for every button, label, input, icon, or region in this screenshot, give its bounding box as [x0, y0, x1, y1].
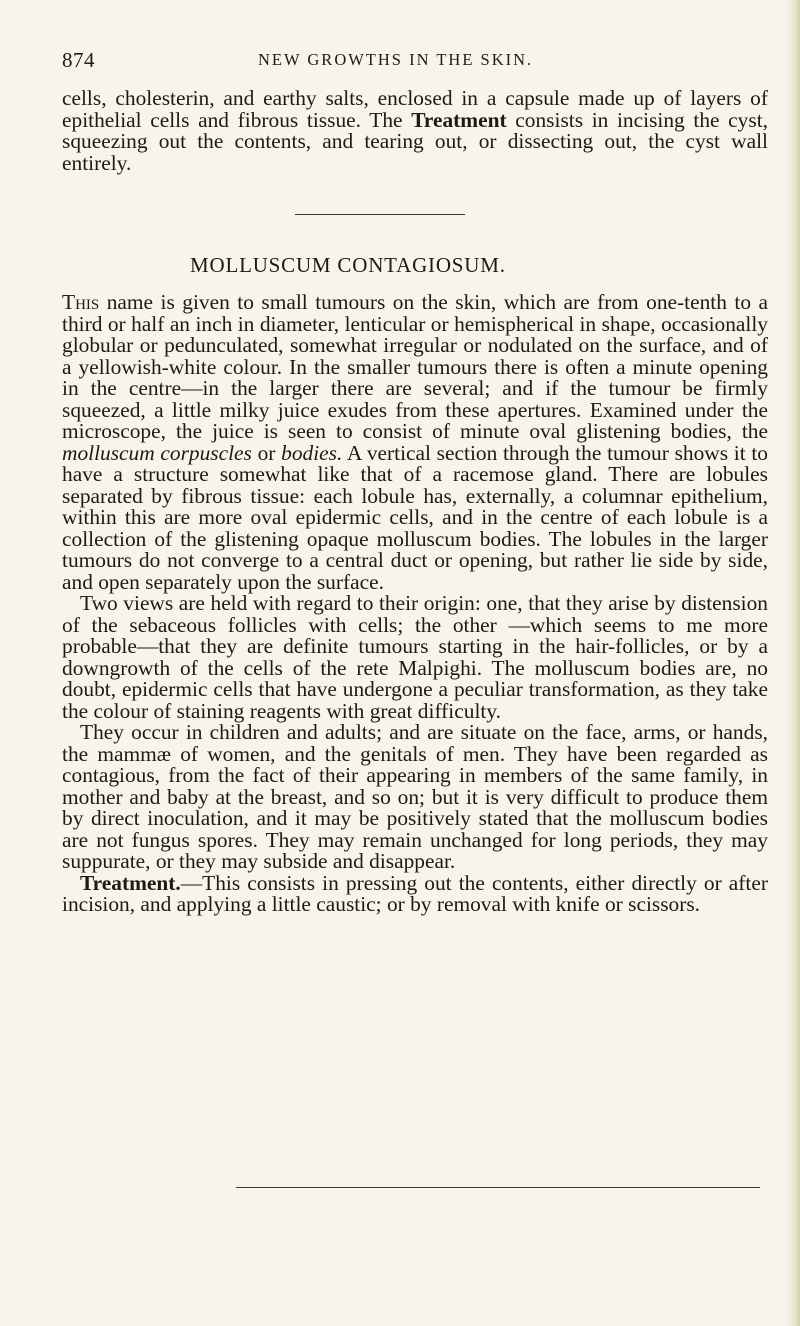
term-molluscum-corpuscles: molluscum corpuscles	[62, 440, 252, 465]
paragraph-treatment	[62, 870, 768, 916]
paragraph-description	[62, 292, 768, 593]
intro-paragraph-block	[62, 88, 768, 174]
page-edge-shadow	[786, 0, 800, 1326]
section-title: MOLLUSCUM CONTAGIOSUM.	[190, 253, 506, 277]
paragraph-1-connector: or	[251, 440, 282, 465]
paragraph-1-text-b: A vertical section through the tumour shows it to have a structure somewhat like that of a racemose gland. There are lobules separated by fibrous tissue: each lobule has, externally, a columnar epithelium, within this are more oval epidermic cells, and in the centre of each lobule is a collection of the glistening opaque molluscum bodies. The lobules in the larger tumours do not converge to a central duct or opening, but rather lie side by side, and open separately upon the surface.	[62, 440, 769, 594]
running-head: NEW GROWTHS IN THE SKIN.	[258, 50, 534, 69]
section-divider	[295, 214, 465, 215]
page-header	[62, 48, 762, 76]
intro-paragraph	[62, 88, 768, 174]
bottom-rule	[236, 1187, 760, 1188]
intro-text-start: cells, cholesterin, and earthy salts, enclosed in a capsule made up of layers of epithelial cells and fibrous tissue. The	[62, 86, 768, 132]
treatment-heading: Treatment.	[80, 870, 181, 895]
intro-text-end: consists in incising the cyst, squeezing out the contents, and tearing out, or dissecting out, the cyst wall entirely.	[62, 107, 768, 175]
paragraph-lead-word: This	[62, 290, 100, 314]
section-body	[62, 292, 768, 916]
treatment-text: —This consists in pressing out the contents, either directly or after incision, and applying a little caustic; or by removal with knife or scissors.	[62, 870, 768, 916]
page-number: 874	[62, 48, 95, 72]
paragraph-occurrence: They occur in children and adults; and are situate on the face, arms, or hands, the mammæ of women, and the genitals of men. They have been regarded as contagious, from the fact of their appearing in members of the same family, in mother and baby at the breast, and so on; but it is very difficult to produce them by direct inoculation, and it may be positively stated that the molluscum bodies are not fungus spores. They may remain unchanged for long periods, they may suppurate, or they may subside and disappear.	[62, 720, 768, 873]
term-bodies: bodies.	[281, 440, 343, 465]
treatment-label: Treatment	[411, 107, 507, 132]
paragraph-origin: Two views are held with regard to their origin: one, that they arise by distension of the sebaceous follicles with cells; the other —which seems to me more probable—that they are definite tumours starting in the hair-follicles, or by a downgrowth of the cells of the rete Malpighi. The molluscum bodies are, no doubt, epidermic cells that have undergone a peculiar transformation, as they take the colour of staining reagents with great difficulty.	[62, 591, 768, 723]
paragraph-1-text-a: name is given to small tumours on the skin, which are from one-tenth to a third or half an inch in diameter, lenticular or hemispherical in shape, occasionally globular or pedunculated, somewhat irregular or nodulated on the surface, and of a yellowish-white colour. In the smaller tumours there is often a minute opening in the centre—in the larger there are several; and if the tumour be firmly squeezed, a little milky juice exudes from these apertures. Examined under the microscope, the juice is seen to consist of minute oval glistening bodies, the	[62, 290, 768, 443]
